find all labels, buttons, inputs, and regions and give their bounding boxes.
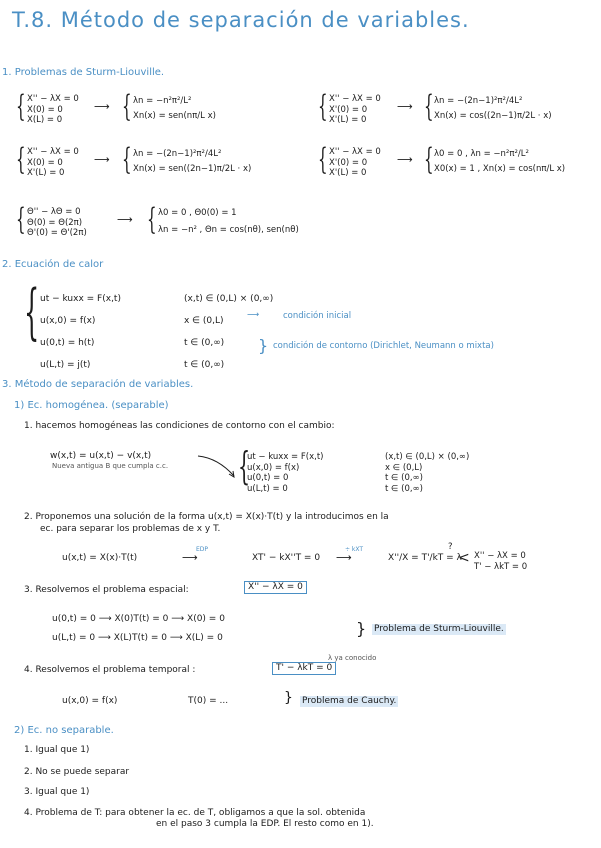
arrow-right-icon: ⟶: [94, 100, 110, 113]
cauchy-label: Problema de Cauchy.: [302, 696, 397, 706]
heat-domain-list: (x,t) ∈ (0,L) × (0,∞) x ∈ (0,L) t ∈ (0,∞) t ∈ (0,∞): [184, 294, 274, 370]
brace: {: [238, 444, 251, 488]
non-separable-step-1: 1. Igual que 1): [24, 745, 90, 755]
brace: {: [318, 89, 328, 124]
temporal-initial-value: T(0) = ...: [188, 696, 229, 706]
page-title: T.8. Método de separación de variables.: [12, 8, 470, 32]
heat-equation-list: ut − kuxx = F(x,t) u(x,0) = f(x) u(0,t) = h(t) u(L,t) = j(t): [40, 294, 121, 370]
section-2-heading: 2. Ecuación de calor: [2, 259, 104, 270]
change-of-variable: w(x,t) = u(x,t) − v(x,t): [50, 451, 152, 461]
question-mark: ?: [448, 542, 453, 552]
arrow-right-icon: ⟶: [94, 153, 110, 166]
step-3: 3. Resolvemos el problema espacial:: [24, 585, 189, 595]
solution-list: λ0 = 0 , λn = −n²π²/L² X0(x) = 1 , Xn(x) = cos(nπ/L x): [434, 149, 566, 174]
brace: }: [284, 690, 293, 706]
boundary-brace: }: [258, 336, 269, 355]
brace: {: [122, 142, 132, 177]
brace: {: [16, 202, 26, 237]
spatial-problem-box: X'' − λX = 0: [244, 581, 307, 594]
subsection-separable: 1) Ec. homogénea. (separable): [14, 400, 169, 411]
non-separable-step-3: 3. Igual que 1): [24, 787, 90, 797]
arrow-right-icon: ⟶: [397, 100, 413, 113]
solution-list: λ0 = 0 , Θ0(0) = 1 λn = −n² , Θn = cos(nθ), sen(nθ): [158, 208, 299, 235]
temporal-problem-box: T' − λkT = 0: [272, 662, 336, 675]
lambda-known-note: λ ya conocido: [328, 654, 377, 662]
homogeneous-domain-list: (x,t) ∈ (0,L) × (0,∞) x ∈ (0,L) t ∈ (0,∞) t ∈ (0,∞): [385, 452, 470, 494]
arrow-right-icon: ⟶: [397, 153, 413, 166]
separated-ratio: X''/X = T'/kT = λ: [388, 553, 462, 563]
initial-condition-arrow-icon: ⟶: [247, 310, 260, 320]
edp-label: EDP: [196, 546, 209, 553]
equation-list: X'' − λX = 0 X'(0) = 0 X'(L) = 0: [329, 147, 381, 178]
equation-list: Θ'' − λΘ = 0 Θ(0) = Θ(2π) Θ'(0) = Θ'(2π): [27, 207, 87, 238]
brace: {: [16, 142, 26, 177]
equation-list: X'' − λX = 0 X(0) = 0 X(L) = 0: [27, 94, 79, 125]
arrow-right-icon: ⟶: [182, 551, 198, 564]
section-3-heading: 3. Método de separación de variables.: [2, 379, 194, 390]
step-2-line-2: ec. para separar los problemas de x y T.: [40, 524, 221, 534]
subsection-non-separable: 2) Ec. no separable.: [14, 725, 114, 736]
non-separable-step-2: 2. No se puede separar: [24, 767, 130, 777]
substituted-equation: XT' − kX''T = 0: [252, 553, 321, 563]
non-separable-step-4-line-1: 4. Problema de T: para obtener la ec. de T, obligamos a que la sol. obtenida: [24, 808, 366, 818]
brace: {: [424, 89, 434, 124]
sturm-liouville-label: Problema de Sturm-Liouville.: [374, 624, 504, 634]
brace: }: [356, 619, 367, 638]
separation-ansatz: u(x,t) = X(x)·T(t): [62, 553, 138, 563]
brace: {: [16, 89, 26, 124]
initial-condition-note: condición inicial: [283, 311, 352, 321]
step-4: 4. Resolvemos el problema temporal :: [24, 665, 196, 675]
brace: {: [318, 142, 328, 177]
brace: {: [147, 202, 157, 237]
section-1-heading: 1. Problemas de Sturm-Liouville.: [2, 67, 165, 78]
solution-list: λn = −n²π²/L² Xn(x) = sen(nπ/L x): [133, 96, 216, 121]
curved-arrow-icon: [196, 452, 238, 482]
brace: {: [424, 142, 434, 177]
solution-list: λn = −(2n−1)²π²/4L² Xn(x) = sen((2n−1)π/2L · x): [133, 149, 252, 174]
boundary-condition-note: condición de contorno (Dirichlet, Neumann o mixta): [273, 341, 494, 351]
arrow-right-icon: ⟶: [117, 213, 133, 226]
arrow-right-icon: ⟶: [336, 551, 352, 564]
boundary-condition-1: u(0,t) = 0 ⟶ X(0)T(t) = 0 ⟶ X(0) = 0: [52, 614, 225, 624]
split-arrow-icon: <: [458, 550, 470, 566]
boundary-condition-2: u(L,t) = 0 ⟶ X(L)T(t) = 0 ⟶ X(L) = 0: [52, 633, 223, 643]
equation-list: X'' − λX = 0 X'(0) = 0 X'(L) = 0: [329, 94, 381, 125]
brace: {: [122, 89, 132, 124]
initial-condition: u(x,0) = f(x): [62, 696, 118, 706]
change-labels: Nueva antigua B que cumpla c.c.: [52, 462, 169, 470]
step-1: 1. hacemos homogéneas las condiciones de contorno con el cambio:: [24, 421, 335, 431]
equation-list: X'' − λX = 0 X(0) = 0 X'(L) = 0: [27, 147, 79, 178]
step-2-line-1: 2. Proponemos una solución de la forma u(x,t) = X(x)·T(t) y la introducimos en la: [24, 512, 389, 522]
non-separable-step-4-line-2: en el paso 3 cumpla la EDP. El resto como en 1).: [156, 819, 374, 829]
solution-list: λn = −(2n−1)²π²/4L² Xn(x) = cos((2n−1)π/2L · x): [434, 96, 552, 121]
homogeneous-equation-list: ut − kuxx = F(x,t) u(x,0) = f(x) u(0,t) = 0 u(L,t) = 0: [247, 452, 324, 494]
separated-odes: X'' − λX = 0 T' − λkT = 0: [474, 551, 528, 572]
division-label: ÷ kXT: [345, 546, 364, 553]
brace: {: [24, 277, 40, 347]
